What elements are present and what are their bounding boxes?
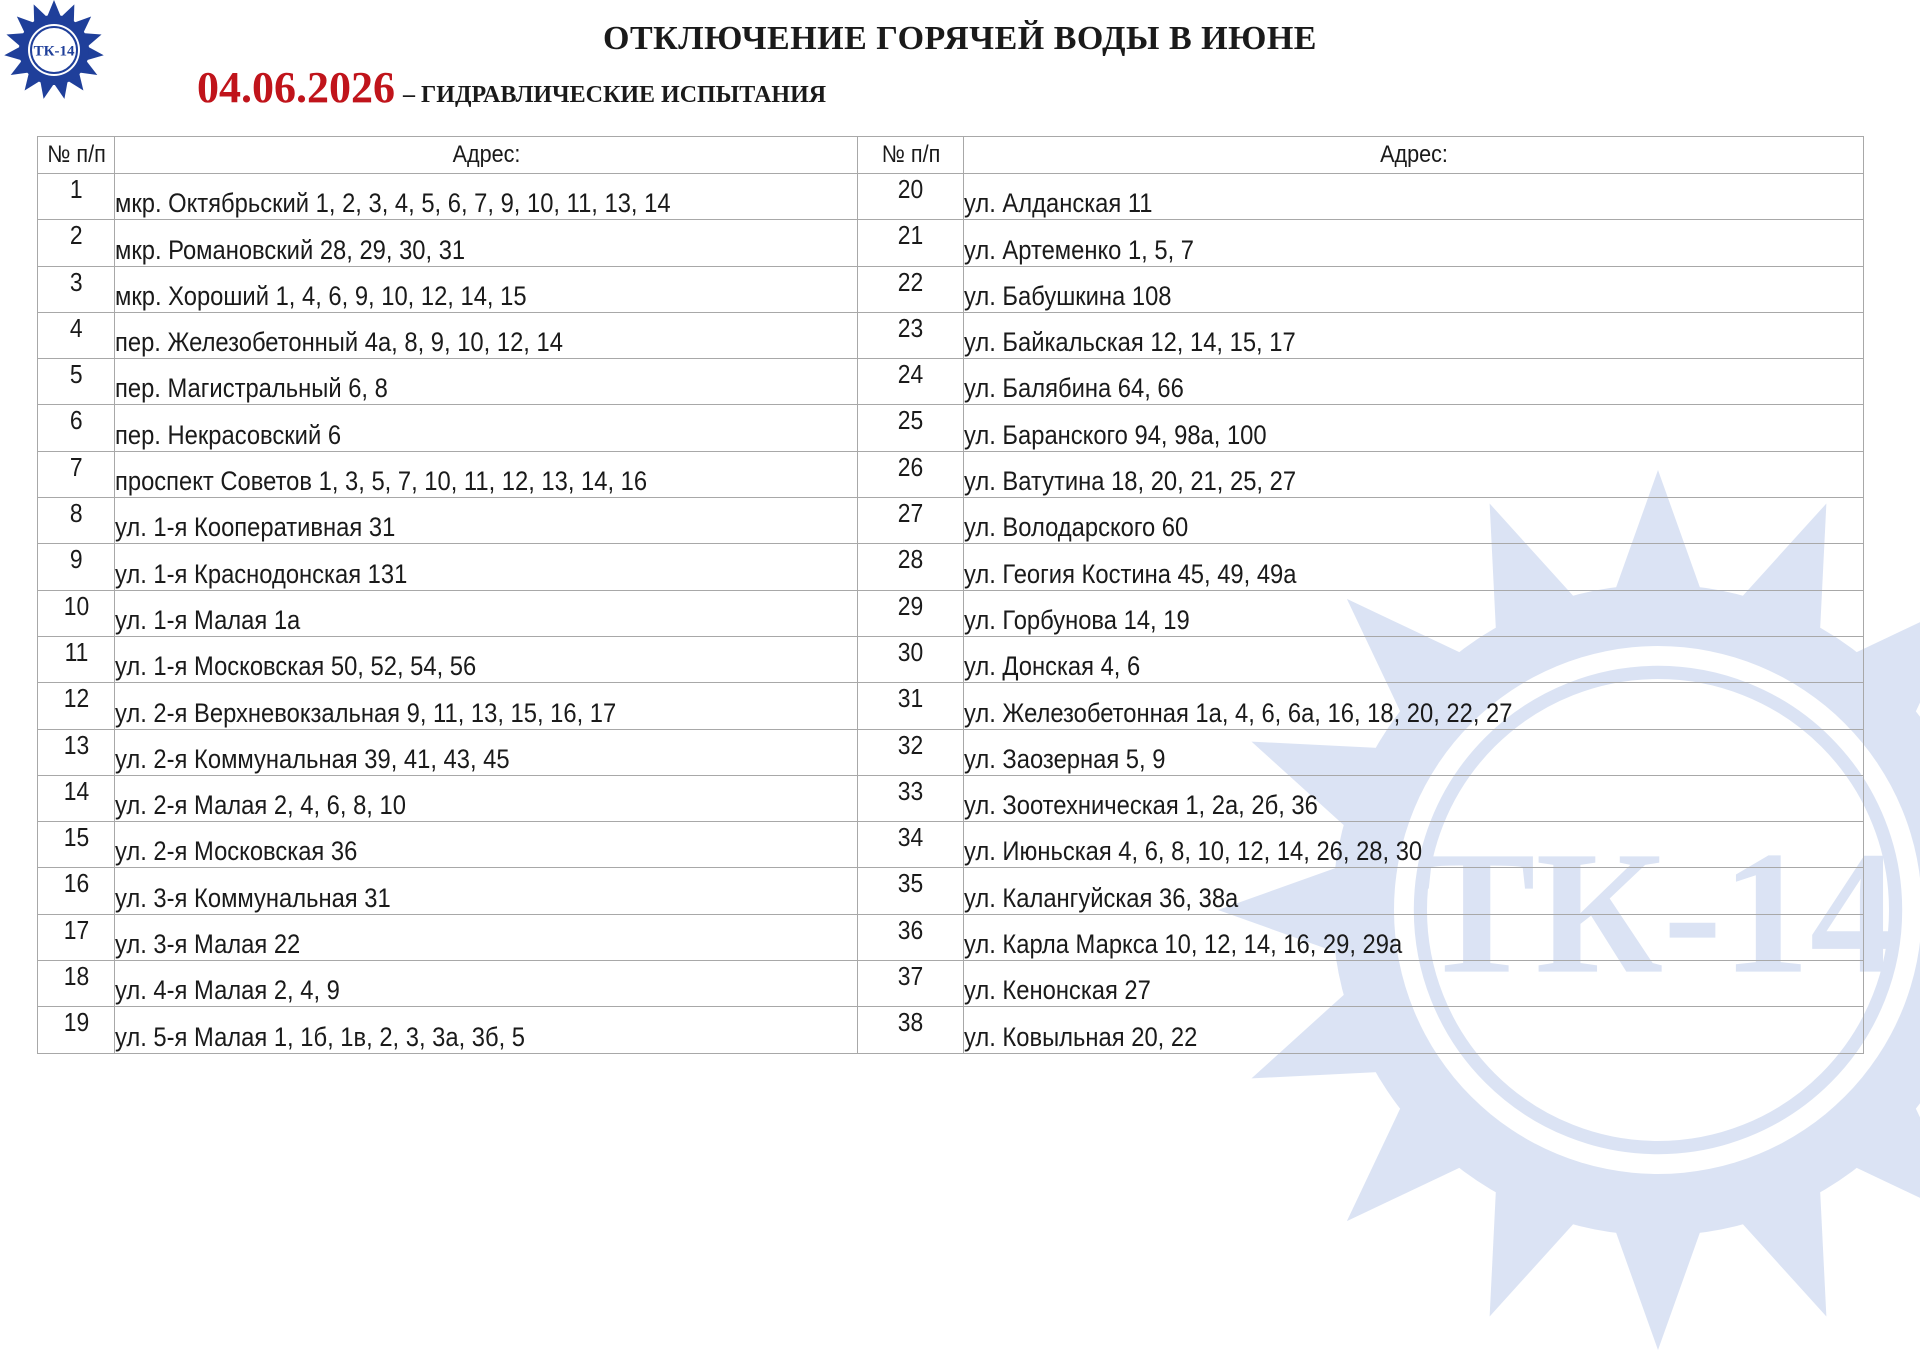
row-address: [115, 544, 858, 590]
row-address-text: ул. 2-я Московская 36: [115, 836, 358, 867]
table-row: [38, 498, 1864, 544]
row-number-text: 27: [897, 498, 924, 529]
row-number: [858, 220, 964, 266]
row-number-text: 8: [69, 498, 83, 529]
row-number: [38, 914, 115, 960]
row-address: [115, 405, 858, 451]
row-number: [38, 405, 115, 451]
table-row: [38, 729, 1864, 775]
test-description: – ГИДРАВЛИЧЕСКИЕ ИСПЫТАНИЯ: [403, 82, 827, 108]
row-address-text: мкр. Октябрьский 1, 2, 3, 4, 5, 6, 7, 9, 10, 11, 13, 14: [115, 188, 671, 219]
row-number: [858, 729, 964, 775]
page-title: ОТКЛЮЧЕНИЕ ГОРЯЧЕЙ ВОДЫ В ИЮНЕ: [603, 20, 1317, 57]
row-number-text: 6: [69, 405, 83, 436]
row-address-text: ул. Байкальская 12, 14, 15, 17: [964, 327, 1296, 358]
row-address: [964, 1007, 1864, 1053]
row-number: [858, 174, 964, 220]
row-number: [38, 822, 115, 868]
table-row: [38, 683, 1864, 729]
table-row: [38, 868, 1864, 914]
row-number: [38, 1007, 115, 1053]
row-number-text: 12: [63, 683, 89, 714]
row-number: [858, 1007, 964, 1053]
address-table: [37, 136, 1864, 1054]
row-number: [858, 312, 964, 358]
row-address-text: ул. Горбунова 14, 19: [964, 604, 1190, 635]
row-number-text: 18: [63, 961, 89, 992]
row-number: [38, 961, 115, 1007]
row-number: [38, 775, 115, 821]
row-address: [964, 266, 1864, 312]
row-address: [115, 590, 858, 636]
row-address: [115, 775, 858, 821]
row-address-text: ул. 1-я Московская 50, 52, 54, 56: [115, 651, 477, 682]
row-number: [38, 312, 115, 358]
row-address: [115, 266, 858, 312]
row-address-text: ул. Калангуйская 36, 38а: [964, 882, 1239, 913]
row-address: [964, 822, 1864, 868]
row-number: [38, 590, 115, 636]
row-address: [964, 359, 1864, 405]
row-number-text: 7: [69, 451, 83, 482]
row-address-text: ул. Зоотехническая 1, 2а, 2б, 36: [964, 790, 1318, 821]
table-row: [38, 636, 1864, 682]
table-body: [38, 174, 1864, 1054]
row-address-text: ул. 2-я Малая 2, 4, 6, 8, 10: [115, 790, 406, 821]
row-address: [964, 729, 1864, 775]
row-address-text: ул. 4-я Малая 2, 4, 9: [115, 975, 340, 1006]
row-address-text: ул. 1-я Краснодонская 131: [115, 558, 408, 589]
row-address-text: ул. 1-я Малая 1а: [115, 604, 301, 635]
row-address: [964, 961, 1864, 1007]
watermark-label: ТК-14: [1418, 815, 1898, 1011]
row-address: [115, 1007, 858, 1053]
row-number: [38, 683, 115, 729]
row-address-text: ул. Геогия Костина 45, 49, 49а: [964, 558, 1297, 589]
row-number-text: 4: [69, 312, 83, 343]
row-address-text: ул. 3-я Коммунальная 31: [115, 882, 391, 913]
row-address-text: ул. Алданская 11: [964, 188, 1153, 219]
row-address-text: ул. Июньская 4, 6, 8, 10, 12, 14, 26, 28, 30: [964, 836, 1423, 867]
row-address-text: ул. Карла Маркса 10, 12, 14, 16, 29, 29а: [964, 929, 1403, 960]
row-address: [115, 636, 858, 682]
table-row: [38, 451, 1864, 497]
row-number: [38, 174, 115, 220]
row-address: [115, 359, 858, 405]
row-number: [38, 220, 115, 266]
row-address: [964, 312, 1864, 358]
row-address: [115, 683, 858, 729]
header-num-right: № п/п: [863, 137, 958, 174]
row-address-text: пер. Магистральный 6, 8: [115, 373, 388, 404]
row-address-text: ул. Ватутина 18, 20, 21, 25, 27: [964, 466, 1297, 497]
row-address-text: ул. 3-я Малая 22: [115, 929, 301, 960]
table-row: [38, 312, 1864, 358]
row-address-text: ул. 2-я Коммунальная 39, 41, 43, 45: [115, 743, 510, 774]
row-number: [858, 405, 964, 451]
row-number: [858, 868, 964, 914]
table-row: [38, 822, 1864, 868]
row-number-text: 36: [897, 914, 924, 945]
page-subtitle: [197, 62, 826, 113]
row-number: [858, 590, 964, 636]
row-address-text: ул. Бабушкина 108: [964, 280, 1172, 311]
table-header-row: [38, 137, 1864, 174]
table-row: [38, 914, 1864, 960]
row-number-text: 9: [69, 544, 83, 575]
row-address: [964, 498, 1864, 544]
row-address: [964, 775, 1864, 821]
row-number-text: 13: [63, 729, 89, 760]
row-number: [38, 266, 115, 312]
row-number-text: 21: [897, 220, 924, 251]
row-number: [858, 683, 964, 729]
header-address-right: Адрес:: [1009, 137, 1819, 174]
row-number-text: 11: [64, 636, 88, 667]
row-number: [38, 498, 115, 544]
header-num-left: № п/п: [41, 137, 110, 174]
row-number-text: 14: [63, 775, 89, 806]
row-address: [115, 312, 858, 358]
row-number-text: 3: [69, 266, 83, 297]
table-row: [38, 220, 1864, 266]
row-address: [115, 174, 858, 220]
row-address: [964, 174, 1864, 220]
row-number: [38, 451, 115, 497]
row-number-text: 15: [63, 822, 89, 853]
row-number: [38, 868, 115, 914]
row-number-text: 2: [69, 220, 83, 251]
row-address-text: ул. Заозерная 5, 9: [964, 743, 1166, 774]
row-number: [858, 544, 964, 590]
header-address-left: Адрес:: [152, 137, 821, 174]
test-date: 04.06.2026: [197, 63, 395, 112]
row-address-text: ул. Балябина 64, 66: [964, 373, 1184, 404]
row-address: [964, 590, 1864, 636]
row-number-text: 28: [897, 544, 924, 575]
row-address: [964, 451, 1864, 497]
row-number-text: 38: [897, 1007, 924, 1038]
row-address: [964, 636, 1864, 682]
row-address: [115, 451, 858, 497]
row-address-text: ул. 5-я Малая 1, 1б, 1в, 2, 3, 3а, 3б, 5: [115, 1021, 526, 1052]
row-number-text: 32: [897, 729, 924, 760]
row-address: [964, 544, 1864, 590]
row-number: [858, 775, 964, 821]
row-address-text: ул. Донская 4, 6: [964, 651, 1141, 682]
row-address-text: ул. 1-я Кооперативная 31: [115, 512, 396, 543]
row-address-text: проспект Советов 1, 3, 5, 7, 10, 11, 12, 13, 14, 16: [115, 466, 648, 497]
row-address-text: ул. Ковыльная 20, 22: [964, 1021, 1198, 1052]
row-number-text: 26: [897, 451, 924, 482]
row-number-text: 10: [63, 590, 89, 621]
row-number-text: 5: [69, 359, 83, 390]
row-address: [964, 405, 1864, 451]
row-number-text: 1: [69, 174, 83, 204]
row-number-text: 19: [63, 1007, 89, 1038]
row-address: [964, 868, 1864, 914]
table-row: [38, 775, 1864, 821]
row-number-text: 25: [897, 405, 924, 436]
row-number: [858, 498, 964, 544]
table-row: [38, 544, 1864, 590]
row-number-text: 33: [897, 775, 924, 806]
row-number-text: 31: [897, 683, 924, 714]
row-address-text: ул. 2-я Верхневокзальная 9, 11, 13, 15, 16, 17: [115, 697, 617, 728]
row-number: [858, 822, 964, 868]
row-number: [858, 961, 964, 1007]
row-address-text: мкр. Хороший 1, 4, 6, 9, 10, 12, 14, 15: [115, 280, 527, 311]
row-number-text: 34: [897, 822, 924, 853]
row-address-text: ул. Володарского 60: [964, 512, 1189, 543]
row-address: [115, 220, 858, 266]
row-address-text: ул. Кенонская 27: [964, 975, 1151, 1006]
row-address: [964, 914, 1864, 960]
row-address: [115, 498, 858, 544]
row-number: [38, 729, 115, 775]
row-address: [115, 914, 858, 960]
row-number-text: 37: [897, 961, 924, 992]
row-address-text: ул. Артеменко 1, 5, 7: [964, 234, 1194, 265]
row-number: [858, 266, 964, 312]
row-number-text: 35: [897, 868, 924, 899]
row-number: [858, 914, 964, 960]
row-number-text: 24: [897, 359, 924, 390]
row-address: [964, 683, 1864, 729]
row-number: [38, 359, 115, 405]
row-address: [115, 961, 858, 1007]
row-address-text: ул. Баранского 94, 98а, 100: [964, 419, 1267, 450]
row-number-text: 20: [897, 174, 924, 204]
table-row: [38, 174, 1864, 220]
row-number-text: 17: [63, 914, 89, 945]
row-number-text: 23: [897, 312, 924, 343]
row-number-text: 22: [897, 266, 924, 297]
row-number: [38, 544, 115, 590]
table-row: [38, 405, 1864, 451]
row-number-text: 16: [63, 868, 89, 899]
table-row: [38, 266, 1864, 312]
row-address-text: мкр. Романовский 28, 29, 30, 31: [115, 234, 466, 265]
table-row: [38, 590, 1864, 636]
row-address: [115, 868, 858, 914]
table-row: [38, 961, 1864, 1007]
row-number-text: 30: [897, 636, 924, 667]
logo-label: ТК-14: [33, 43, 75, 60]
table-row: [38, 359, 1864, 405]
row-address-text: ул. Железобетонная 1а, 4, 6, 6а, 16, 18, 20, 22, 27: [964, 697, 1513, 728]
table-row: [38, 1007, 1864, 1053]
row-number: [858, 636, 964, 682]
row-address-text: пер. Железобетонный 4а, 8, 9, 10, 12, 14: [115, 327, 563, 358]
row-number: [858, 451, 964, 497]
row-number: [858, 359, 964, 405]
row-address-text: пер. Некрасовский 6: [115, 419, 342, 450]
row-address: [115, 729, 858, 775]
row-address: [115, 822, 858, 868]
row-number: [38, 636, 115, 682]
row-address: [964, 220, 1864, 266]
row-number-text: 29: [897, 590, 924, 621]
